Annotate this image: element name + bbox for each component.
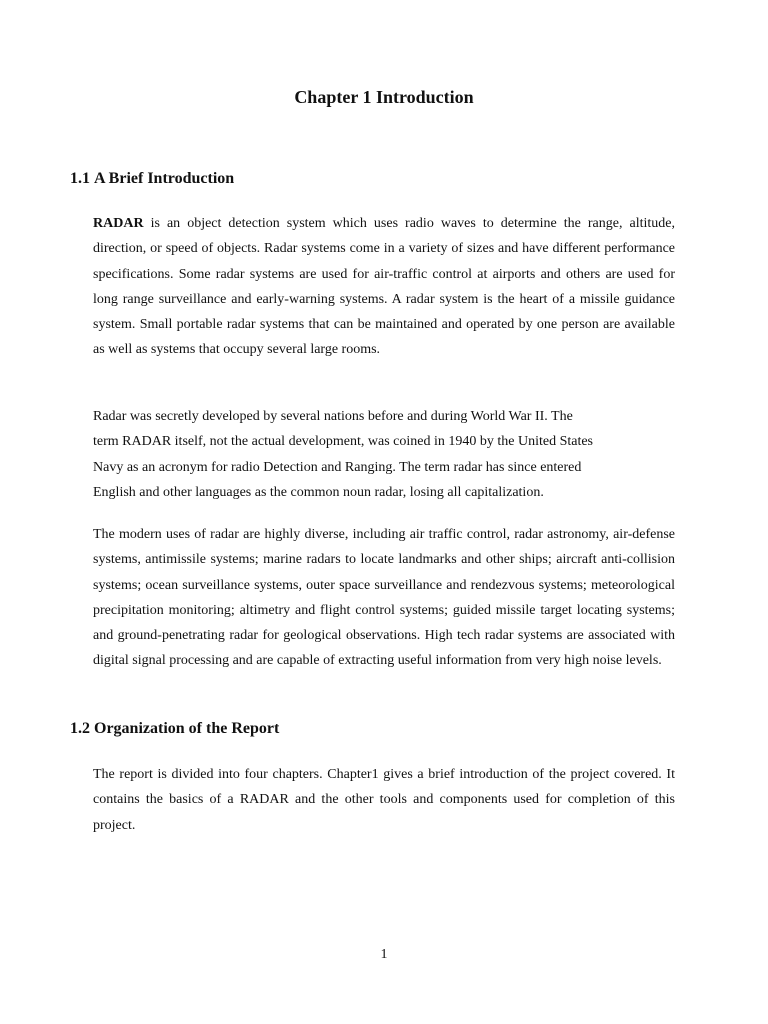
section-heading-1-1 bbox=[70, 170, 234, 188]
paragraph-line: Navy as an acronym for radio Detection and Ranging. The term radar has since entered bbox=[93, 459, 582, 475]
paragraph-line: English and other languages as the common noun radar, losing all capitalization. bbox=[93, 484, 544, 500]
paragraph-report-organization: The report is divided into four chapters. Chapter1 gives a brief introduction of the project covered. It contains the basics of a RADAR and the other tools and components used for completion of this project. bbox=[93, 767, 675, 833]
paragraph-radar-definition bbox=[93, 211, 675, 363]
section-number: 1.1 bbox=[70, 170, 90, 187]
section-heading-1-2 bbox=[70, 720, 279, 738]
page-number: 1 bbox=[380, 947, 388, 962]
paragraph-radar-history bbox=[93, 404, 675, 505]
section-title: Organization of the Report bbox=[94, 720, 280, 737]
radar-lead-term: RADAR bbox=[93, 216, 144, 231]
chapter-title: Chapter 1 Introduction bbox=[294, 87, 474, 107]
paragraph-line: term RADAR itself, not the actual development, was coined in 1940 by the United States bbox=[93, 434, 594, 450]
paragraph-radar-uses: The modern uses of radar are highly diverse, including air traffic control, radar astronomy, air-defense systems, antimissile systems; marine radars to locate landmarks and other ships; aircraft anti-collision systems; ocean surveillance systems, outer space surveillance and rendezvous systems; meteorological precipitation monitoring; altimetry and flight control systems; guided missile target locating systems; and ground-penetrating radar for geological observations. High tech radar systems are associated with digital signal processing and are capable of extracting useful information from very high noise levels. bbox=[93, 527, 675, 669]
section-title: A Brief Introduction bbox=[94, 170, 235, 187]
paragraph-line: Radar was secretly developed by several nations before and during World War II. The bbox=[93, 409, 573, 424]
paragraph-text: is an object detection system which uses radio waves to determine the range, altitude, direction, or speed of objects. Radar systems come in a variety of sizes and have different performance specifications. Some radar systems are used for air-traffic control at airports and others are used for long range surveillance and early-warning systems. A radar system is the heart of a missile guidance system. Small portable radar systems that can be maintained and operated by one person are available as well as systems that occupy several large rooms. bbox=[93, 216, 675, 358]
section-number: 1.2 bbox=[70, 720, 90, 737]
